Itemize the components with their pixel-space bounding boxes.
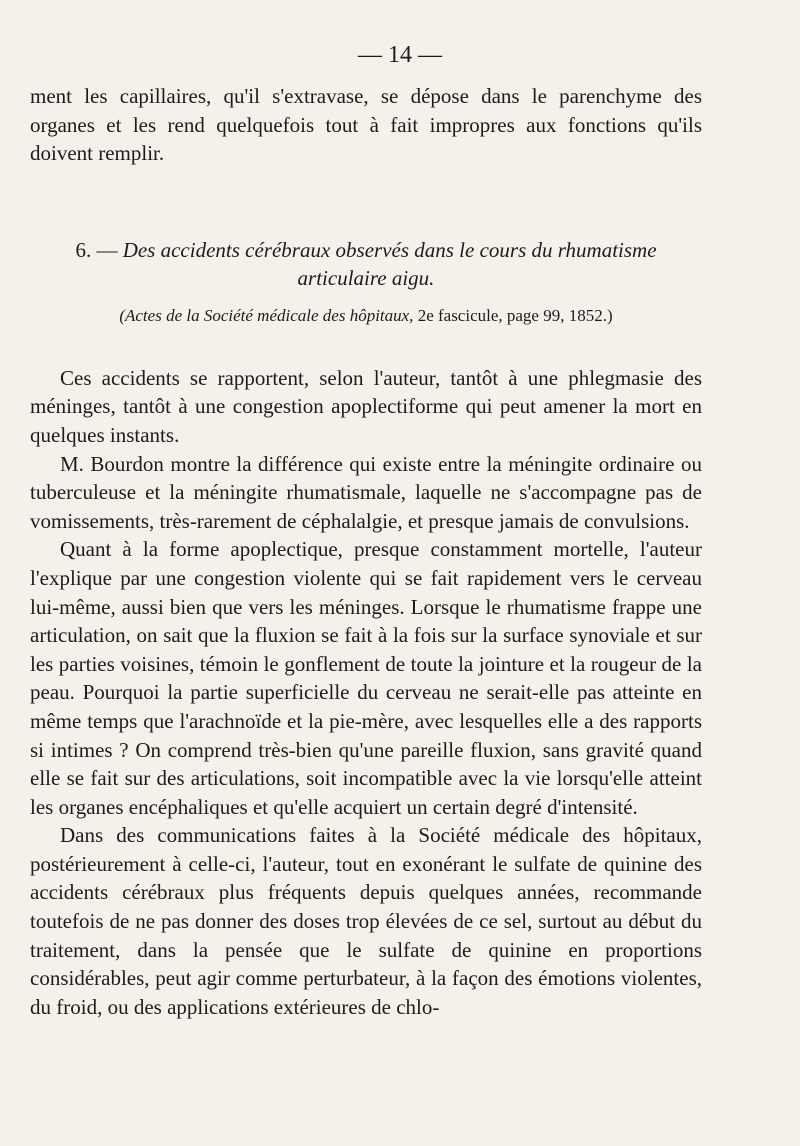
section-heading [30,236,702,292]
paragraph-1: Ces accidents se rapportent, selon l'auteur, tantôt à une phlegmasie des méninges, tantôt à une congestion apoplectiforme qui peut amener la mort en quelques instants. [30,365,702,447]
page-body [30,82,702,1021]
section-reference [30,304,702,328]
paragraph-4: Dans des communications faites à la Société médicale des hôpitaux, postérieurement à celle-ci, l'auteur, tout en exonérant le sulfate de quinine des accidents cérébraux plus fréquents depuis quelques années, recommande toutefois de ne pas donner des doses trop élevées de ce sel, surtout au début du traitement, dans la pensée que le sulfate de quinine en proportions considérables, peut agir comme perturbateur, à la façon des émotions violentes, du froid, ou des applications extérieures de chlo- [30,823,702,1019]
section-title: Des accidents cérébraux observés dans le cours du rhumatisme articulaire aigu. [122,237,657,290]
paragraph-3: Quant à la forme apoplectique, presque constamment mortelle, l'auteur l'explique par une congestion violente qui se fait rapidement vers le cerveau lui-même, aussi bien que vers les méninges. Lorsque le rhumatisme frappe une articulation, on sait que la fluxion se fait à la fois sur la surface synoviale et sur les parties voisines, témoin le gonflement de toute la jointure et la rougeur de la peau. Pourquoi la partie superficielle du cerveau ne serait-elle pas atteinte en même temps que l'arachnoïde et la pie-mère, avec lesquelles elle a des rapports si intimes ? On comprend très-bien qu'une pareille fluxion, sans gravité quand elle se fait sur des articulations, soit incompatible avec la vie lorsqu'elle atteint les organes encéphaliques et qu'elle acquiert un certain degré d'intensité. [30,537,702,819]
reference-details: 2e fascicule, page 99, 1852.) [417,305,613,325]
paragraph-2: M. Bourdon montre la différence qui existe entre la méningite ordinaire ou tuberculeuse et la méningite rhumatismale, laquelle ne s'accompagne pas de vomissements, très-rarement de céphalalgie, et presque jamais de convulsions. [30,451,702,533]
section-number: 6. — [75,237,118,262]
reference-source: (Actes de la Société médicale des hôpitaux, [119,305,414,325]
page-number: — 14 — [358,42,442,68]
continued-paragraph: ment les capillaires, qu'il s'extravase, se dépose dans le parenchyme des organes et les rend quelquefois tout à fait impropres aux fonctions qu'ils doivent remplir. [30,84,702,166]
